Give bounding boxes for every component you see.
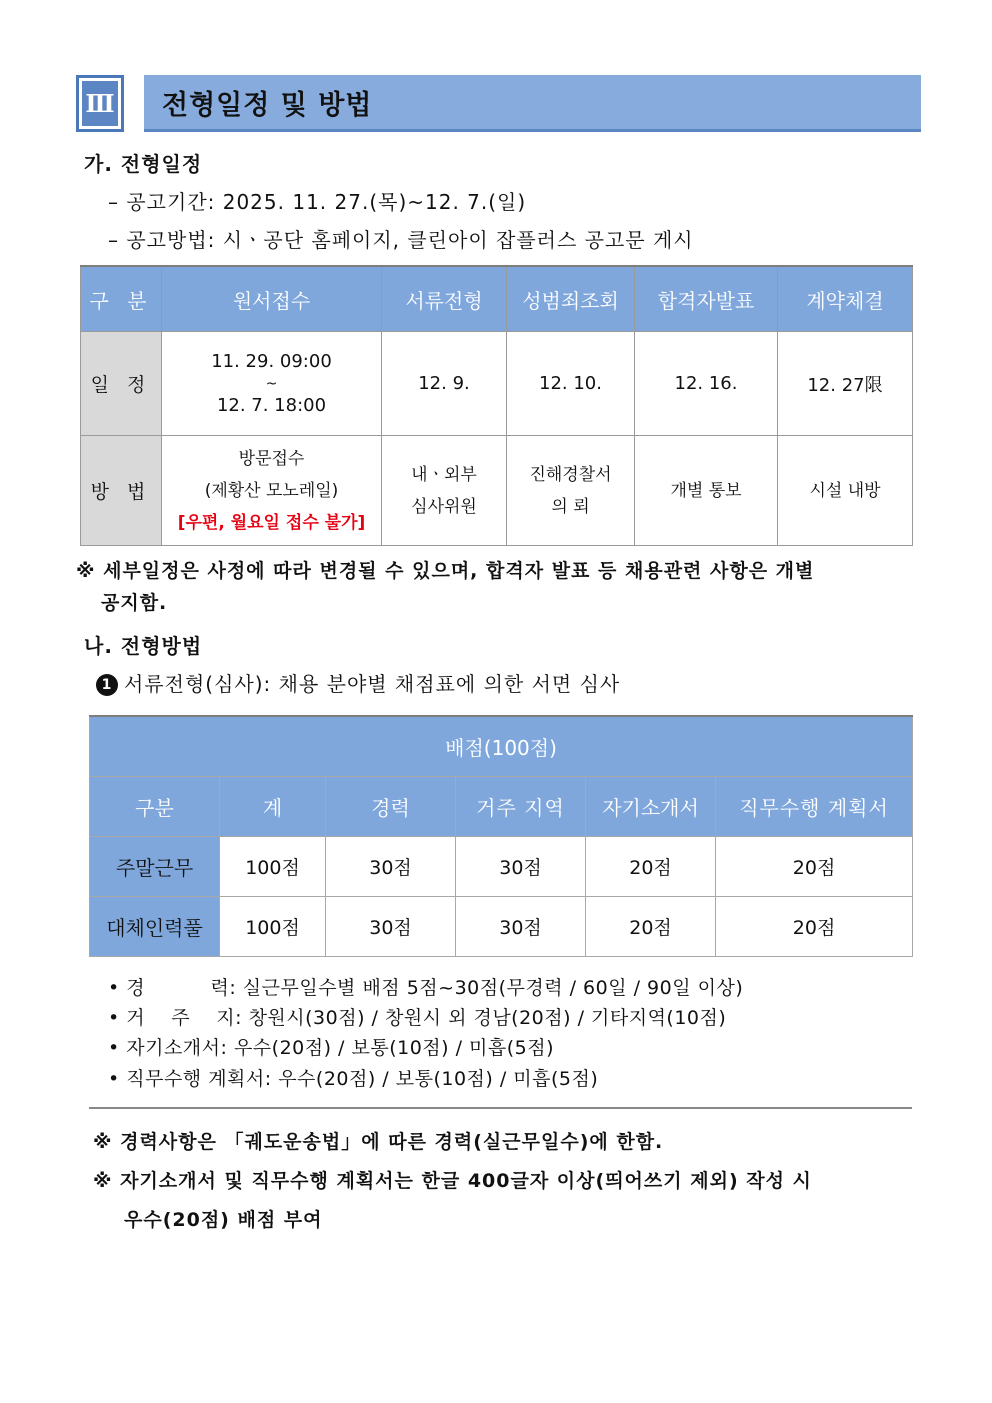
- schedule-note-line2: 공지함.: [101, 592, 168, 614]
- cell-contract-date: 12. 27限: [778, 332, 913, 436]
- score-table-title: 배점(100점): [90, 716, 913, 777]
- score-header-job-plan: 직무수행 계획서: [716, 777, 913, 837]
- score-cell: 20점: [586, 837, 716, 897]
- docs-method-line2: 심사위원: [411, 496, 477, 517]
- cell-application-date: [162, 332, 382, 436]
- cell-announce-date: 12. 16.: [635, 332, 778, 436]
- cell-announce-method: 개별 통보: [635, 436, 778, 546]
- score-row-label: 대체인력풀: [90, 897, 220, 957]
- row-label-date: 일 정: [81, 332, 162, 436]
- cell-application-method: [162, 436, 382, 546]
- score-cell: 30점: [326, 897, 456, 957]
- header-application: 원서접수: [162, 266, 382, 332]
- schedule-header-row: [81, 266, 913, 332]
- application-tilde: ~: [265, 375, 278, 392]
- score-cell: 30점: [456, 897, 586, 957]
- method-note-career: ※ 경력사항은 「궤도운송법」에 따른 경력(실근무일수)에 한함.: [93, 1131, 664, 1153]
- score-cell: 20점: [716, 837, 913, 897]
- score-cell: 30점: [326, 837, 456, 897]
- bullet-career: • 경 력: 실근무일수별 배점 5점~30점(무경력 / 60일 / 90일 이상): [108, 977, 744, 999]
- header-contract: 계약체결: [778, 266, 913, 332]
- schedule-note-line1: ※ 세부일정은 사정에 따라 변경될 수 있으며, 합격자 발표 등 채용관련 사항은 개별: [76, 560, 815, 582]
- score-table: [89, 715, 913, 957]
- method-note-essay-line2: 우수(20점) 배점 부여: [124, 1209, 323, 1231]
- divider: [89, 1107, 912, 1109]
- score-header-residence: 거주 지역: [456, 777, 586, 837]
- score-cell: 20점: [586, 897, 716, 957]
- header-result-announcement: 합격자발표: [635, 266, 778, 332]
- score-row: [90, 897, 913, 957]
- score-title-row: [90, 716, 913, 777]
- score-header-category: 구분: [90, 777, 220, 837]
- crime-method-line2: 의 뢰: [551, 496, 590, 517]
- schedule-method-row: [81, 436, 913, 546]
- score-cell: 100점: [220, 837, 326, 897]
- schedule-heading: 가. 전형일정: [84, 152, 203, 176]
- cell-crime-method: [507, 436, 635, 546]
- method-note-essay-line1: ※ 자기소개서 및 직무수행 계획서는 한글 400글자 이상(띄어쓰기 제외) 작성 시: [93, 1170, 812, 1192]
- section-title: 전형일정 및 방법: [144, 75, 921, 132]
- score-cell: 30점: [456, 837, 586, 897]
- application-method-line2: (제황산 모노레일): [204, 480, 339, 501]
- method-item-1: [96, 668, 620, 697]
- section-number: Ⅲ: [76, 75, 124, 132]
- score-header-total: 계: [220, 777, 326, 837]
- schedule-announce-method: – 공고방법: 시ㆍ공단 홈페이지, 클린아이 잡플러스 공고문 게시: [108, 228, 694, 252]
- bullet-job-plan: • 직무수행 계획서: 우수(20점) / 보통(10점) / 미흡(5점): [108, 1068, 599, 1090]
- docs-method-line1: 내ㆍ외부: [411, 464, 477, 485]
- cell-docs-date: 12. 9.: [382, 332, 507, 436]
- header-document-screening: 서류전형: [382, 266, 507, 332]
- application-method-warning: [우편, 월요일 접수 불가]: [177, 512, 366, 533]
- row-label-method: 방 법: [81, 436, 162, 546]
- bullet-self-intro: • 자기소개서: 우수(20점) / 보통(10점) / 미흡(5점): [108, 1037, 555, 1059]
- cell-contract-method: 시설 내방: [778, 436, 913, 546]
- score-header-self-intro: 자기소개서: [586, 777, 716, 837]
- score-cell: 100점: [220, 897, 326, 957]
- method-item-1-text: 서류전형(심사): 채용 분야별 채점표에 의한 서면 심사: [124, 672, 621, 696]
- score-row: [90, 837, 913, 897]
- schedule-date-row: [81, 332, 913, 436]
- number-one-icon: 1: [96, 674, 118, 696]
- cell-crime-date: 12. 10.: [507, 332, 635, 436]
- schedule-table: [80, 265, 913, 546]
- header-category: 구 분: [81, 266, 162, 332]
- score-header-row: [90, 777, 913, 837]
- application-end: 12. 7. 18:00: [216, 394, 327, 416]
- cell-docs-method: [382, 436, 507, 546]
- score-cell: 20점: [716, 897, 913, 957]
- application-start: 11. 29. 09:00: [211, 350, 332, 372]
- header-crime-check: 성범죄조회: [507, 266, 635, 332]
- schedule-period: – 공고기간: 2025. 11. 27.(목)~12. 7.(일): [108, 190, 527, 214]
- score-row-label: 주말근무: [90, 837, 220, 897]
- bullet-residence: • 거 주 지: 창원시(30점) / 창원시 외 경남(20점) / 기타지역(10점): [108, 1007, 727, 1029]
- application-method-line1: 방문접수: [238, 448, 305, 469]
- score-header-career: 경력: [326, 777, 456, 837]
- crime-method-line1: 진해경찰서: [529, 464, 612, 485]
- method-heading: 나. 전형방법: [84, 634, 203, 658]
